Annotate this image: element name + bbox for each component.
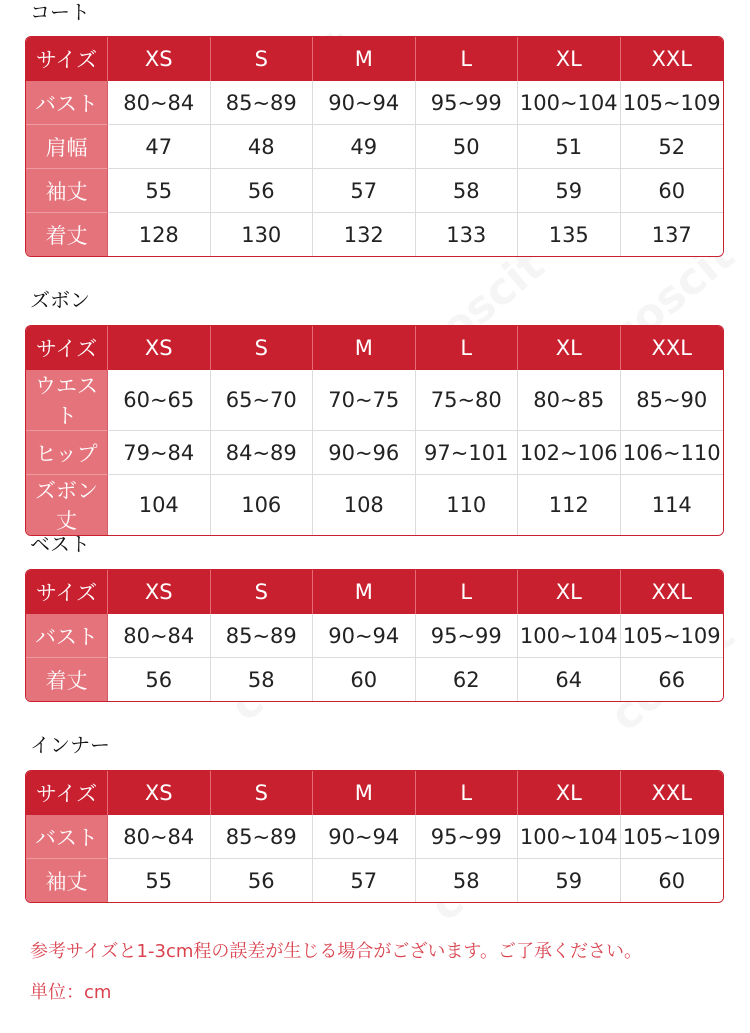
- table-cell: 100~104: [518, 81, 621, 125]
- header-cell: L: [416, 771, 519, 815]
- table-cell: 105~109: [621, 815, 724, 859]
- table-cell: 62: [416, 658, 519, 701]
- table-row: [26, 614, 723, 658]
- header-cell: XL: [518, 326, 621, 370]
- header-cell: XL: [518, 771, 621, 815]
- table-cell: 58: [211, 658, 314, 701]
- table-cell: 60: [621, 859, 724, 902]
- table-cell: 110: [416, 475, 519, 535]
- size-table-inner: [25, 770, 724, 903]
- size-disclaimer: 参考サイズと1-3cm程の誤差が生じる場合がございます。ご了承ください。: [30, 941, 642, 962]
- table-cell: 80~85: [518, 370, 621, 431]
- size-table-vest: [25, 569, 724, 702]
- table-cell: 52: [621, 125, 724, 169]
- table-cell: 59: [518, 169, 621, 213]
- header-cell: L: [416, 570, 519, 614]
- table-header-row: [26, 771, 723, 815]
- header-cell: XXL: [621, 37, 724, 81]
- table-cell: 66: [621, 658, 724, 701]
- header-cell: サイズ: [26, 37, 108, 81]
- header-cell: S: [211, 326, 314, 370]
- table-cell: 97~101: [416, 431, 519, 475]
- row-label: バスト: [26, 81, 108, 125]
- header-cell: XS: [108, 570, 211, 614]
- table-cell: 106: [211, 475, 314, 535]
- row-label: バスト: [26, 614, 108, 658]
- table-cell: 100~104: [518, 815, 621, 859]
- header-cell: XXL: [621, 771, 724, 815]
- row-label: バスト: [26, 815, 108, 859]
- header-cell: サイズ: [26, 570, 108, 614]
- table-cell: 51: [518, 125, 621, 169]
- table-cell: 55: [108, 169, 211, 213]
- table-cell: 57: [313, 859, 416, 902]
- table-cell: 49: [313, 125, 416, 169]
- table-cell: 85~89: [211, 614, 314, 658]
- size-table-pants: [25, 325, 724, 536]
- row-label: 袖丈: [26, 169, 108, 213]
- table-cell: 112: [518, 475, 621, 535]
- table-row: [26, 370, 723, 431]
- header-cell: XS: [108, 37, 211, 81]
- table-row: [26, 213, 723, 256]
- header-cell: XXL: [621, 570, 724, 614]
- header-cell: サイズ: [26, 771, 108, 815]
- row-label: 袖丈: [26, 859, 108, 902]
- row-label: ズボン丈: [26, 475, 108, 535]
- row-label: 着丈: [26, 658, 108, 701]
- table-cell: 133: [416, 213, 519, 256]
- header-cell: M: [313, 326, 416, 370]
- table-cell: 80~84: [108, 81, 211, 125]
- table-header-row: [26, 37, 723, 81]
- header-cell: M: [313, 570, 416, 614]
- header-cell: XL: [518, 570, 621, 614]
- section-title-inner: インナー: [30, 733, 110, 757]
- table-row: [26, 169, 723, 213]
- header-cell: サイズ: [26, 326, 108, 370]
- table-row: [26, 815, 723, 859]
- table-cell: 59: [518, 859, 621, 902]
- header-cell: L: [416, 326, 519, 370]
- header-cell: S: [211, 771, 314, 815]
- table-cell: 80~84: [108, 614, 211, 658]
- table-header-row: [26, 570, 723, 614]
- header-cell: XXL: [621, 326, 724, 370]
- table-cell: 70~75: [313, 370, 416, 431]
- table-cell: 128: [108, 213, 211, 256]
- table-cell: 90~94: [313, 614, 416, 658]
- table-cell: 48: [211, 125, 314, 169]
- table-cell: 58: [416, 859, 519, 902]
- table-cell: 105~109: [621, 81, 724, 125]
- table-header-row: [26, 326, 723, 370]
- table-cell: 135: [518, 213, 621, 256]
- header-cell: L: [416, 37, 519, 81]
- row-label: 肩幅: [26, 125, 108, 169]
- table-cell: 100~104: [518, 614, 621, 658]
- header-cell: M: [313, 771, 416, 815]
- table-cell: 64: [518, 658, 621, 701]
- table-cell: 60: [621, 169, 724, 213]
- size-table-coat: [25, 36, 724, 257]
- table-cell: 56: [108, 658, 211, 701]
- table-cell: 104: [108, 475, 211, 535]
- table-row: [26, 81, 723, 125]
- table-cell: 114: [621, 475, 724, 535]
- table-cell: 106~110: [621, 431, 724, 475]
- table-cell: 56: [211, 169, 314, 213]
- table-cell: 79~84: [108, 431, 211, 475]
- table-cell: 57: [313, 169, 416, 213]
- header-cell: XS: [108, 771, 211, 815]
- table-cell: 50: [416, 125, 519, 169]
- header-cell: XL: [518, 37, 621, 81]
- table-cell: 55: [108, 859, 211, 902]
- table-cell: 80~84: [108, 815, 211, 859]
- header-cell: S: [211, 37, 314, 81]
- table-cell: 90~96: [313, 431, 416, 475]
- table-cell: 132: [313, 213, 416, 256]
- header-cell: XS: [108, 326, 211, 370]
- row-label: 着丈: [26, 213, 108, 256]
- table-cell: 102~106: [518, 431, 621, 475]
- table-cell: 60: [313, 658, 416, 701]
- table-cell: 85~90: [621, 370, 724, 431]
- table-cell: 75~80: [416, 370, 519, 431]
- table-cell: 47: [108, 125, 211, 169]
- row-label: ウエスト: [26, 370, 108, 431]
- table-row: [26, 431, 723, 475]
- section-title-coat: コート: [30, 0, 90, 24]
- table-row: [26, 658, 723, 701]
- table-cell: 130: [211, 213, 314, 256]
- table-row: [26, 475, 723, 535]
- table-cell: 95~99: [416, 614, 519, 658]
- table-cell: 84~89: [211, 431, 314, 475]
- unit-note: 単位：cm: [30, 982, 112, 1003]
- table-cell: 85~89: [211, 815, 314, 859]
- table-cell: 90~94: [313, 81, 416, 125]
- table-cell: 56: [211, 859, 314, 902]
- section-title-vest: ベスト: [30, 532, 90, 556]
- header-cell: S: [211, 570, 314, 614]
- table-cell: 137: [621, 213, 724, 256]
- table-cell: 58: [416, 169, 519, 213]
- table-cell: 85~89: [211, 81, 314, 125]
- table-cell: 95~99: [416, 81, 519, 125]
- section-title-pants: ズボン: [30, 288, 90, 312]
- table-cell: 90~94: [313, 815, 416, 859]
- row-label: ヒップ: [26, 431, 108, 475]
- table-cell: 60~65: [108, 370, 211, 431]
- table-cell: 65~70: [211, 370, 314, 431]
- table-row: [26, 859, 723, 902]
- table-row: [26, 125, 723, 169]
- table-cell: 108: [313, 475, 416, 535]
- header-cell: M: [313, 37, 416, 81]
- table-cell: 105~109: [621, 614, 724, 658]
- table-cell: 95~99: [416, 815, 519, 859]
